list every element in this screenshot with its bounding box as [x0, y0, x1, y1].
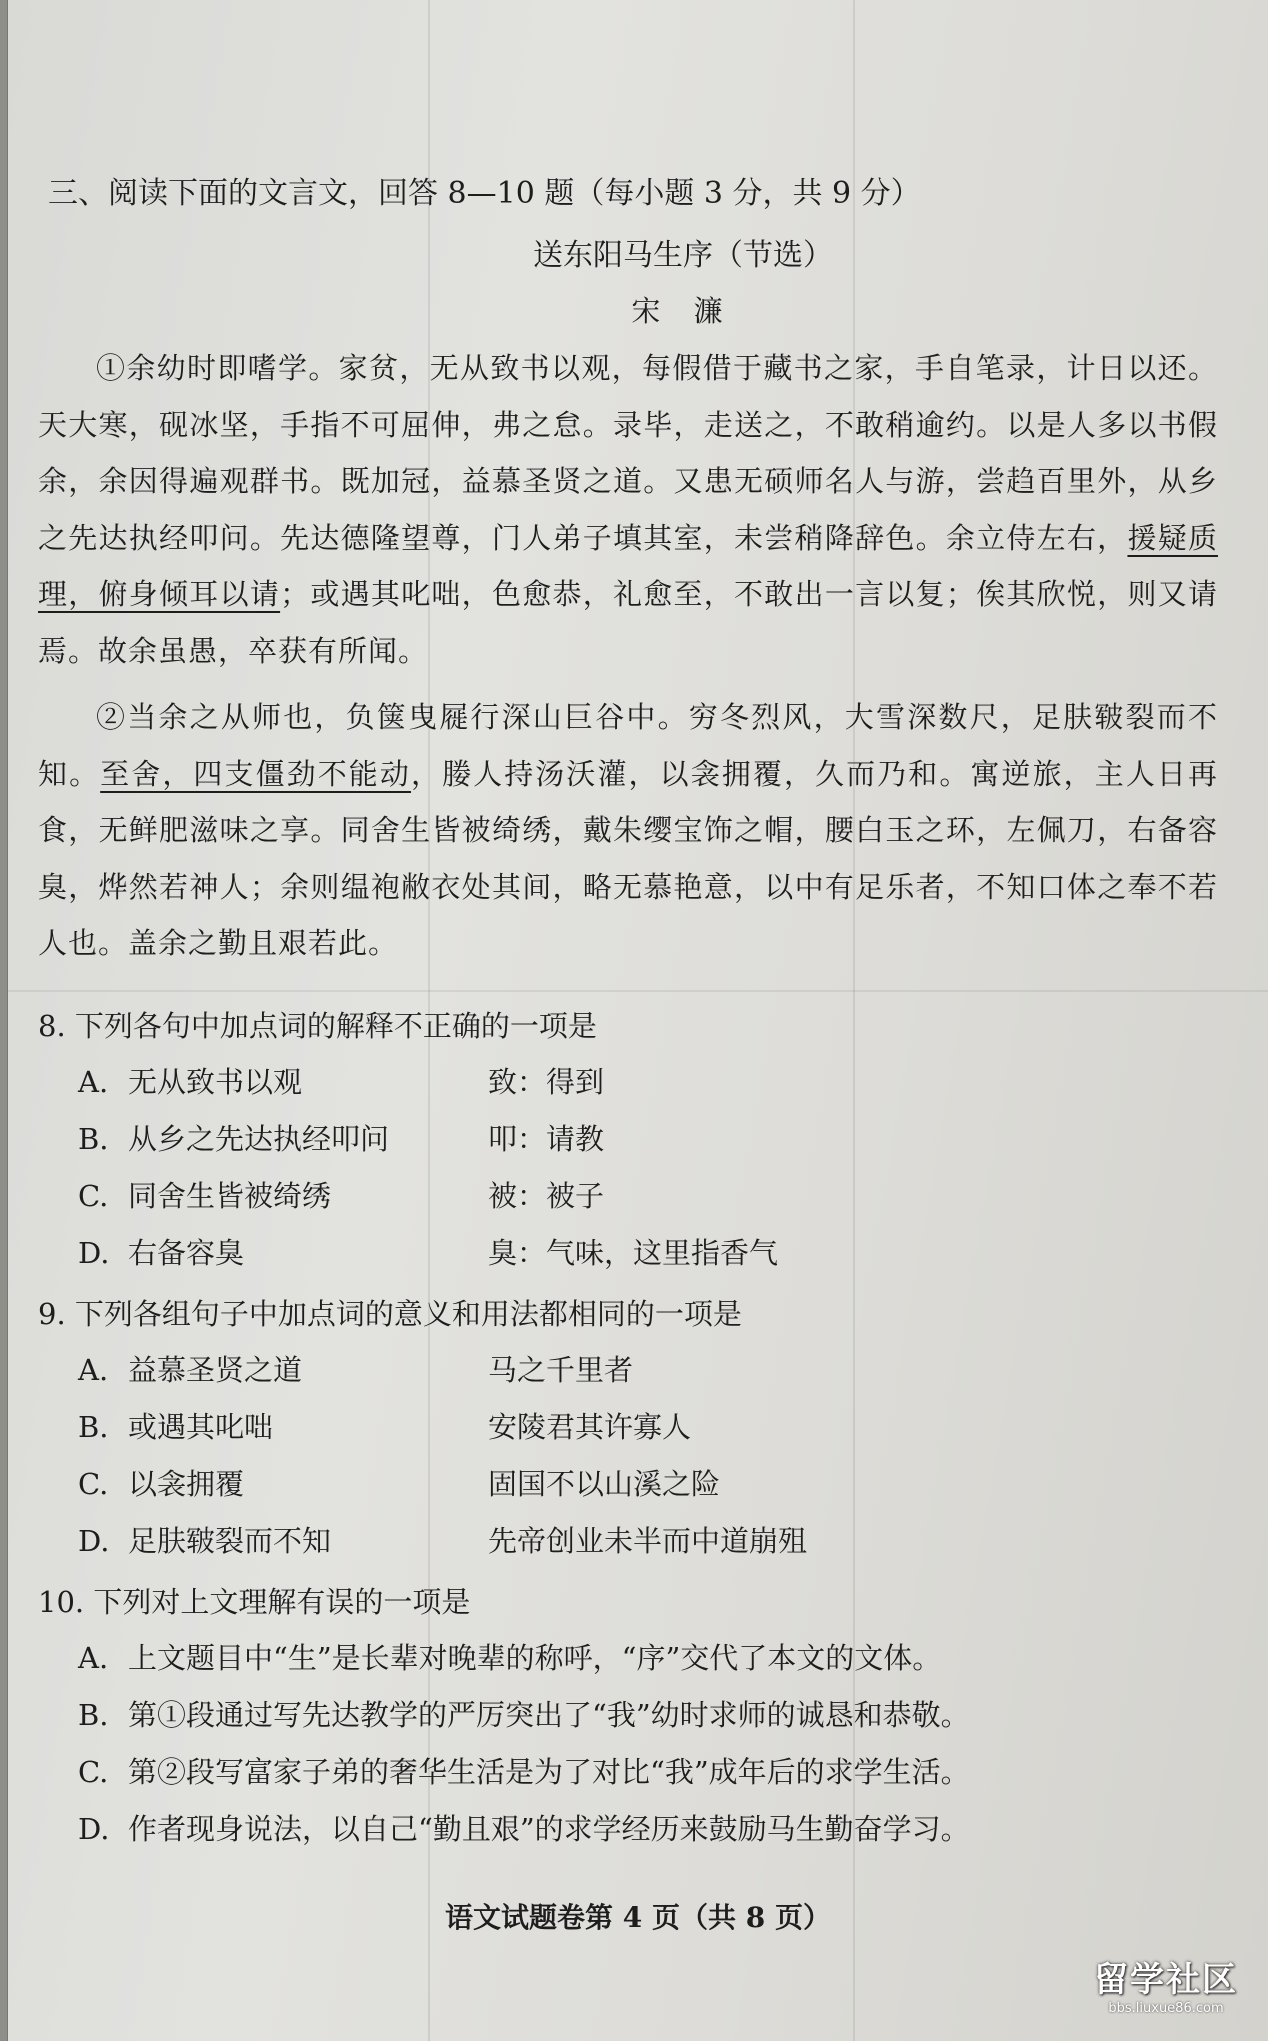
option-letter: D.	[78, 1235, 110, 1270]
option-explanation: 叩：请教	[488, 1121, 605, 1156]
option-c	[78, 1456, 1218, 1513]
option-c	[78, 1744, 1218, 1801]
option-letter: B.	[78, 1409, 109, 1444]
option-text: 第①段通过写先达教学的严厉突出了“我”幼时求师的诚恳和恭敬。	[128, 1697, 970, 1732]
paragraph-text: ；或遇其叱咄，色愈恭，礼愈至，不敢出一言以复；俟其欣悦，则又请焉。故余虽愚，卒获有所闻。	[38, 577, 1218, 668]
option-d	[78, 1513, 1218, 1570]
question-10	[38, 1574, 1218, 1858]
passage-author: 宋 濂	[631, 294, 735, 328]
passage-paragraph-1	[38, 340, 1218, 679]
section-heading: 三、阅读下面的文言文，回答 8—10 题（每小题 3 分，共 9 分）	[48, 176, 921, 211]
paragraph-text: ①余幼时即嗜学。家贫，无从致书以观，每假借于藏书之家，手自笔录，计日以还。天大寒，砚冰坚，手指不可屈伸，弗之怠。录毕，走送之，不敢稍逾约。以是人多以书假余，余因得遍观群书。既加冠，益慕圣贤之道。又患无硕师名人与游，尝趋百里外，从乡之先达执经叩问。先达德隆望尊，门人弟子填其室，未尝稍降辞色。余立侍左右，	[38, 351, 1218, 555]
option-letter: B.	[78, 1697, 109, 1732]
option-letter: A.	[78, 1352, 109, 1387]
option-c	[78, 1168, 1218, 1225]
option-sentence: 益慕圣贤之道	[128, 1352, 303, 1387]
option-a	[78, 1054, 1218, 1111]
option-letter: D.	[78, 1811, 110, 1846]
option-letter: C.	[78, 1466, 109, 1501]
option-compare-sentence: 先帝创业未半而中道崩殂	[488, 1523, 808, 1558]
option-d	[78, 1801, 1218, 1858]
watermark-url: bbs.liuxue86.com	[1108, 2001, 1224, 2016]
option-sentence: 或遇其叱咄	[128, 1409, 274, 1444]
passage-paragraph-2	[38, 689, 1218, 972]
exam-paper	[8, 0, 1268, 2041]
option-sentence: 右备容臭	[128, 1235, 245, 1270]
option-b	[78, 1687, 1218, 1744]
option-sentence: 无从致书以观	[128, 1064, 303, 1099]
passage-title: 送东阳马生序（节选）	[533, 238, 833, 273]
option-compare-sentence: 安陵君其许寡人	[488, 1409, 692, 1444]
option-letter: A.	[78, 1064, 109, 1099]
option-explanation: 被：被子	[488, 1178, 605, 1213]
option-b	[78, 1399, 1218, 1456]
watermark-logo: 留学社区	[1094, 1960, 1238, 2000]
option-compare-sentence: 固国不以山溪之险	[488, 1466, 721, 1501]
option-letter: C.	[78, 1178, 109, 1213]
option-text: 上文题目中“生”是长辈对晚辈的称呼，“序”交代了本文的文体。	[128, 1640, 942, 1675]
site-watermark	[1086, 1960, 1246, 2030]
page-content	[38, 168, 1218, 1858]
option-text: 第②段写富家子弟的奢华生活是为了对比“我”成年后的求学生活。	[128, 1754, 970, 1789]
option-b	[78, 1111, 1218, 1168]
underlined-sentence: 至舍，四支僵劲不能动	[100, 756, 411, 791]
option-sentence: 足肤皲裂而不知	[128, 1523, 332, 1558]
option-d	[78, 1225, 1218, 1282]
option-letter: D.	[78, 1523, 110, 1558]
option-explanation: 臭：气味，这里指香气	[488, 1235, 779, 1270]
question-stem: 9. 下列各组句子中加点词的意义和用法都相同的一项是	[38, 1296, 742, 1331]
question-stem: 10. 下列对上文理解有误的一项是	[38, 1584, 471, 1619]
option-sentence: 以衾拥覆	[128, 1466, 245, 1501]
option-explanation: 致：得到	[488, 1064, 605, 1099]
option-a	[78, 1630, 1218, 1687]
option-text: 作者现身说法，以自己“勤且艰”的求学经历来鼓励马生勤奋学习。	[128, 1811, 970, 1846]
paragraph-text: ，媵人持汤沃灌，以衾拥覆，久而乃和。寓逆旅，主人日再食，无鲜肥滋味之享。同舍生皆被绮绣，戴朱缨宝饰之帽，腰白玉之环，左佩刀，右备容臭，烨然若神人；余则缊袍敝衣处其间，略无慕艳意，以中有足乐者，不知口体之奉不若人也。盖余之勤且艰若此。	[38, 756, 1218, 960]
page-footer: 语文试题卷第 4 页（共 8 页）	[445, 1901, 831, 1934]
question-9	[38, 1286, 1218, 1570]
underlined-sentence: 援疑质理，俯身倾耳以请	[38, 520, 1218, 611]
option-letter: C.	[78, 1754, 109, 1789]
question-stem: 8. 下列各句中加点词的解释不正确的一项是	[38, 1008, 597, 1043]
option-letter: A.	[78, 1640, 109, 1675]
option-sentence: 从乡之先达执经叩问	[128, 1121, 390, 1156]
paragraph-text: ②当余之从师也，负箧曳屣行深山巨谷中。穷冬烈风，大雪深数尺，足肤皲裂而不知。	[38, 700, 1218, 791]
option-a	[78, 1342, 1218, 1399]
option-letter: B.	[78, 1121, 109, 1156]
option-sentence: 同舍生皆被绮绣	[128, 1178, 332, 1213]
question-8	[38, 998, 1218, 1282]
option-compare-sentence: 马之千里者	[488, 1352, 634, 1387]
